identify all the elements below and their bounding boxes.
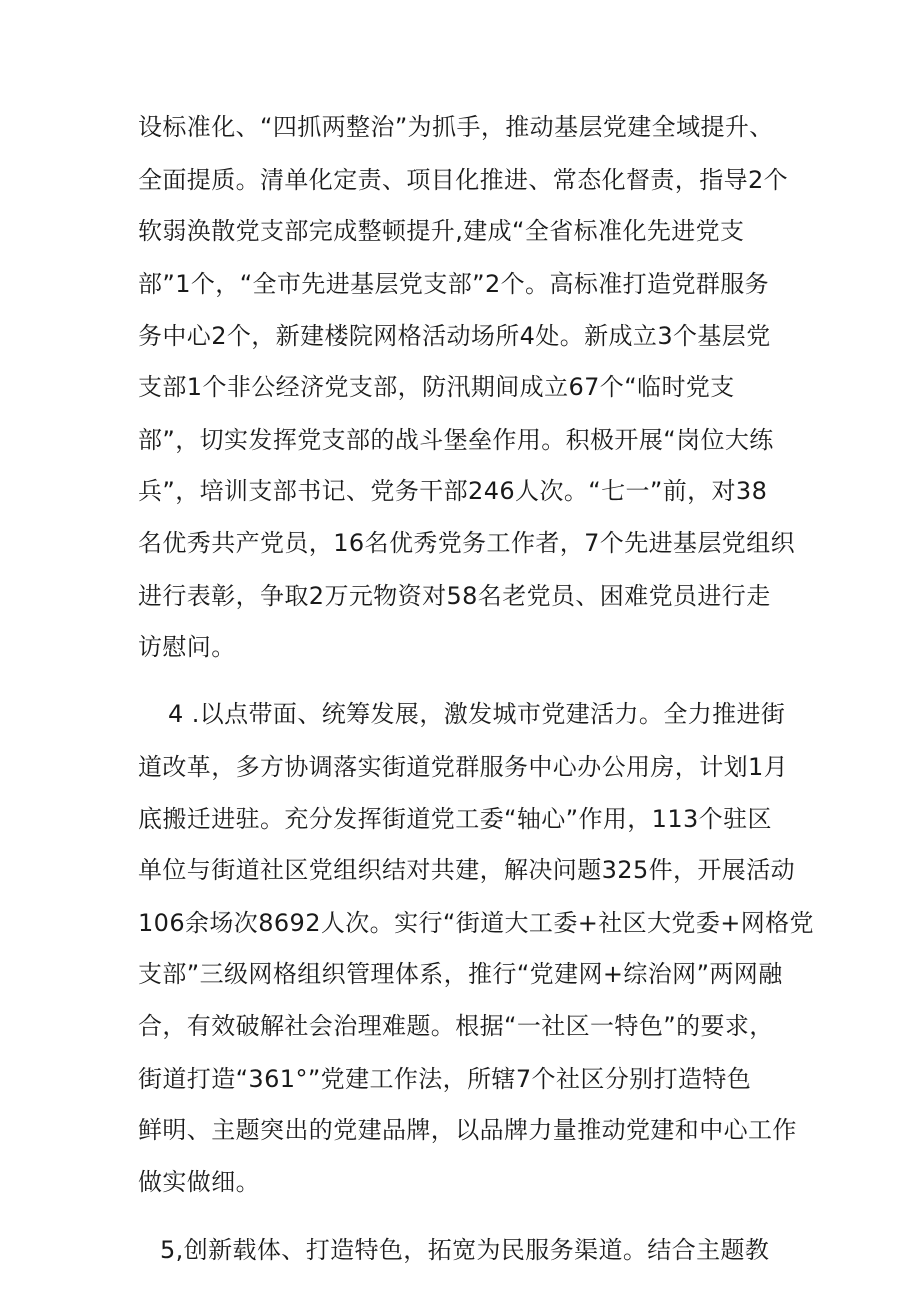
- text-line: 5,创新载体、打造特色，拓宽为民服务渠道。结合主题教: [160, 1236, 770, 1264]
- text-line: 支部”三级网格组织管理体系，推行“党建网+综治网”两网融: [138, 960, 783, 988]
- text-line: 支部1个非公经济党支部，防汛期间成立67个“临时党支: [138, 373, 735, 401]
- text-line: 4 .以点带面、统筹发展，激发城市党建活力。全力推进街: [168, 700, 786, 728]
- text-line: 兵”，培训支部书记、党务干部246人次。“七一”前，对38: [138, 477, 768, 505]
- text-line: 合，有效破解社会治理难题。根据“一社区一特色”的要求，: [138, 1012, 774, 1040]
- text-line: 软弱涣散党支部完成整顿提升,建成“全省标准化先进党支: [138, 217, 745, 245]
- text-line: 设标准化、“四抓两整治”为抓手，推动基层党建全域提升、: [138, 113, 774, 141]
- text-line: 访慰问。: [138, 633, 236, 661]
- text-line: 做实做细。: [138, 1168, 260, 1196]
- text-line: 名优秀共产党员，16名优秀党务工作者，7个先进基层党组织: [138, 529, 796, 557]
- text-line: 106余场次8692人次。实行“街道大工委+社区大党委+网格党: [138, 909, 814, 937]
- text-line: 单位与街道社区党组织结对共建，解决问题325件，开展活动: [138, 856, 796, 884]
- text-line: 鲜明、主题突出的党建品牌，以品牌力量推动党建和中心工作: [138, 1116, 797, 1144]
- text-line: 底搬迁进驻。充分发挥街道党工委“轴心”作用，113个驻区: [138, 805, 772, 833]
- text-line: 部”1个，“全市先进基层党支部”2个。高标准打造党群服务: [138, 270, 770, 298]
- text-line: 进行表彰，争取2万元物资对58名老党员、困难党员进行走: [138, 582, 771, 610]
- text-line: 务中心2个，新建楼院网格活动场所4处。新成立3个基层党: [138, 322, 771, 350]
- text-line: 街道打造“361°”党建工作法，所辖7个社区分别打造特色: [138, 1065, 752, 1093]
- text-line: 全面提质。清单化定责、项目化推进、常态化督责，指导2个: [138, 166, 789, 194]
- text-line: 部”，切实发挥党支部的战斗堡垒作用。积极开展“岗位大练: [138, 426, 774, 454]
- text-line: 道改革，多方协调落实街道党群服务中心办公用房，计划1月: [138, 753, 789, 781]
